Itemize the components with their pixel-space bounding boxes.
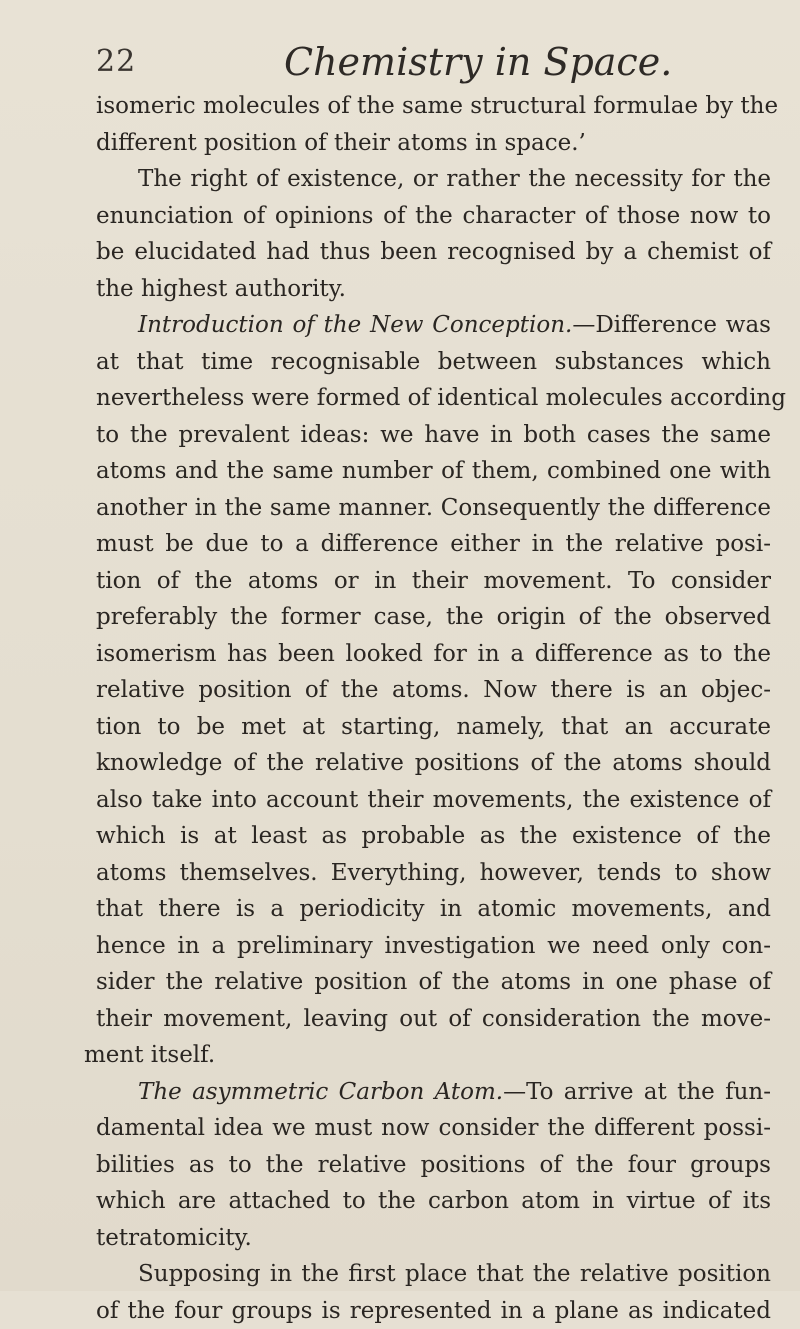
text-line: atoms themselves. Everything, however, tends to show bbox=[96, 855, 771, 892]
text-line: which is at least as probable as the existence of the bbox=[96, 818, 771, 855]
text-line: nevertheless were formed of identical molecules according bbox=[96, 380, 771, 417]
text-line bbox=[96, 307, 771, 344]
text-line: Supposing in the first place that the relative position bbox=[96, 1256, 771, 1293]
text-line: to the prevalent ideas: we have in both cases the same bbox=[96, 417, 771, 454]
text-line: tion of the atoms or in their movement. To consider bbox=[96, 563, 771, 600]
text-line: atoms and the same number of them, combined one with bbox=[96, 453, 771, 490]
text-line: also take into account their movements, the existence of bbox=[96, 782, 771, 819]
text-line: another in the same manner. Consequently the difference bbox=[96, 490, 771, 527]
text-line: their movement, leaving out of consideration the move- bbox=[96, 1001, 771, 1038]
text-line: relative position of the atoms. Now there is an objec- bbox=[96, 672, 771, 709]
text-line: preferably the former case, the origin of the observed bbox=[96, 599, 771, 636]
text-line: isomerism has been looked for in a difference as to the bbox=[96, 636, 771, 673]
page-header bbox=[96, 40, 704, 88]
section-heading-introduction: Introduction of the New Conception. bbox=[138, 312, 572, 338]
text-line: tion to be met at starting, namely, that an accurate bbox=[96, 709, 771, 746]
page-number: 22 bbox=[96, 44, 136, 79]
text-line: which are attached to the carbon atom in virtue of its bbox=[96, 1183, 771, 1220]
text-line: sider the relative position of the atoms in one phase of bbox=[96, 964, 771, 1001]
text-line: tetratomicity. bbox=[96, 1220, 771, 1257]
text-line: damental idea we must now consider the different possi- bbox=[96, 1110, 771, 1147]
text-line: isomeric molecules of the same structural formulae by the bbox=[96, 88, 771, 125]
text-line: at that time recognisable between substances which bbox=[96, 344, 771, 381]
section-heading-asymmetric-carbon: The asymmetric Carbon Atom. bbox=[138, 1079, 503, 1105]
text-line: ment itself. bbox=[84, 1037, 771, 1074]
text-line: different position of their atoms in space.’ bbox=[96, 125, 771, 162]
text-line: of the four groups is represented in a plane as indicated bbox=[96, 1293, 771, 1329]
running-head: Chemistry in Space. bbox=[284, 40, 672, 84]
text-line: the highest authority. bbox=[96, 271, 771, 308]
text-line: hence in a preliminary investigation we need only con- bbox=[96, 928, 771, 965]
text-line: must be due to a difference either in the relative posi- bbox=[96, 526, 771, 563]
text-run: —Difference was bbox=[572, 312, 771, 338]
text-line: enunciation of opinions of the character of those now to bbox=[96, 198, 771, 235]
text-line: bilities as to the relative positions of the four groups bbox=[96, 1147, 771, 1184]
text-line: be elucidated had thus been recognised by a chemist of bbox=[96, 234, 771, 271]
text-line: that there is a periodicity in atomic movements, and bbox=[96, 891, 771, 928]
text-run: —To arrive at the fun- bbox=[503, 1079, 771, 1105]
text-line: The right of existence, or rather the necessity for the bbox=[96, 161, 771, 198]
text-line bbox=[96, 1074, 771, 1111]
body-text bbox=[96, 88, 771, 1329]
text-line: knowledge of the relative positions of the atoms should bbox=[96, 745, 771, 782]
